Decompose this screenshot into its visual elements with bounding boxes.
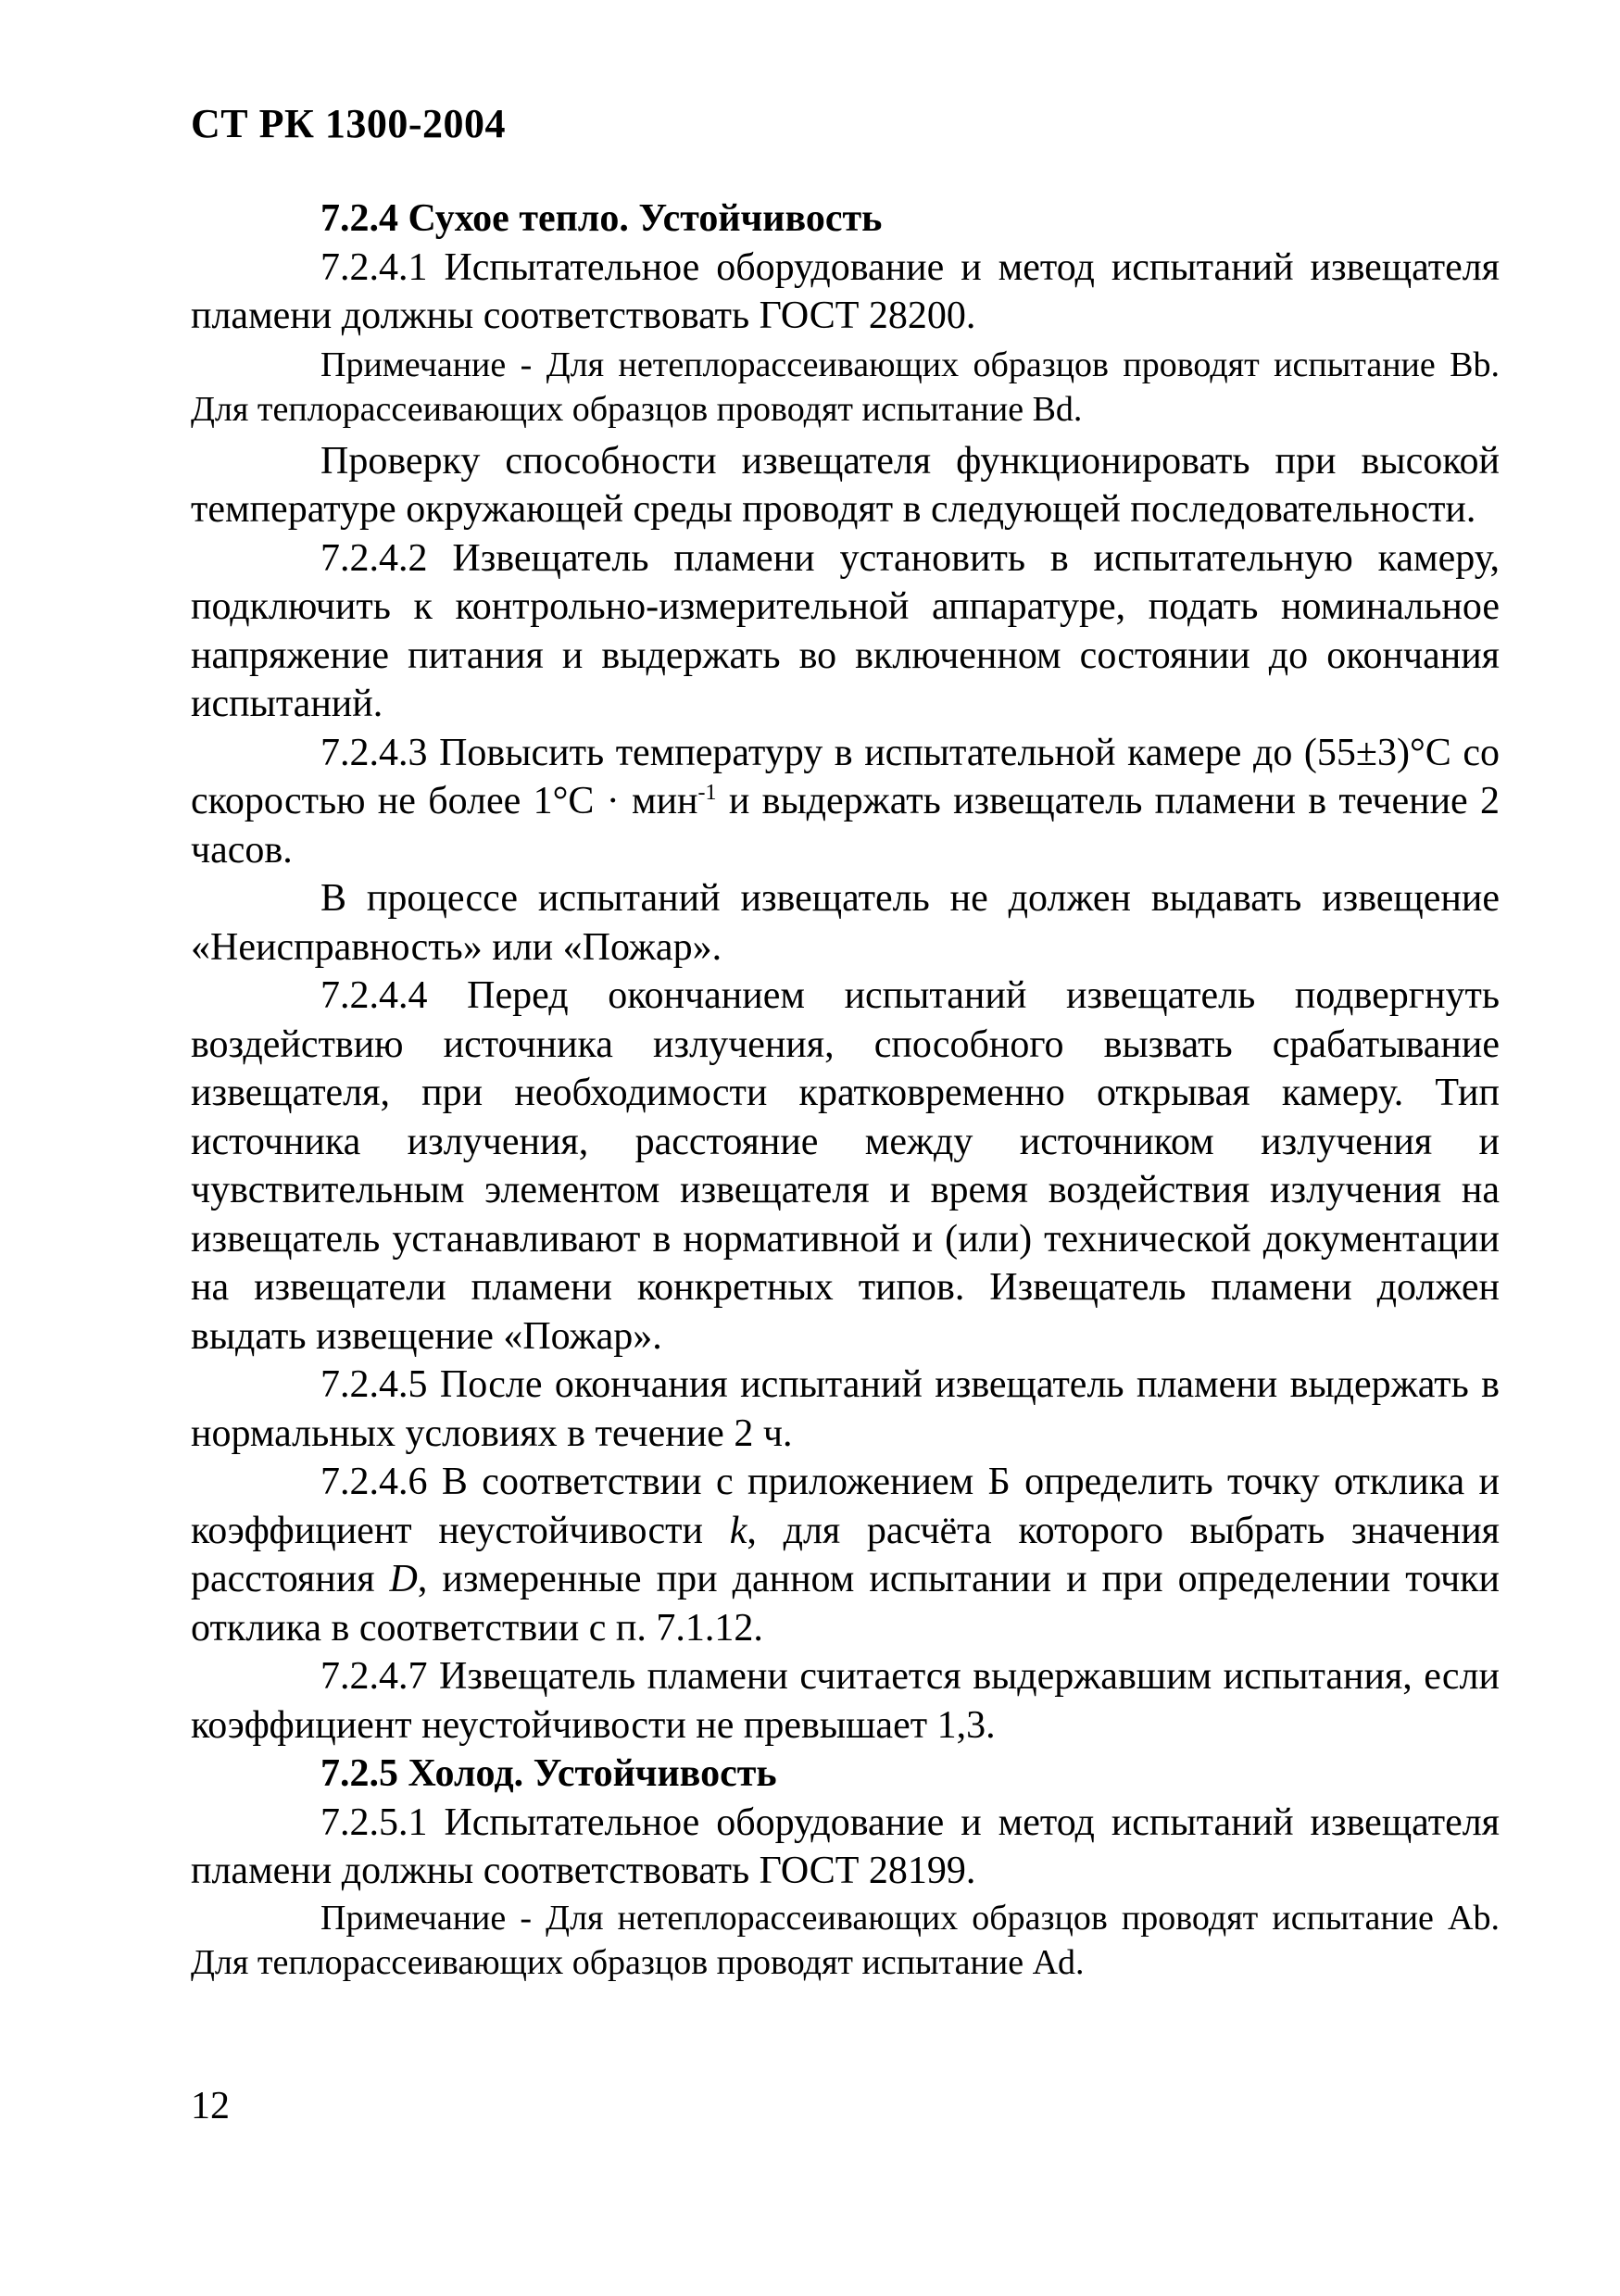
section-7-2-4-heading: 7.2.4 Сухое тепло. Устойчивость	[320, 197, 883, 240]
paragraph-7-2-4-2: 7.2.4.2 Извещатель пламени установить в испытательную камеру, подключить к контрольно-измерительной аппаратуре, подать номинальное напряжение питания и выдержать во включенном состоянии до окончания испытаний.	[191, 536, 1500, 725]
variable-k: k	[729, 1509, 747, 1552]
paragraph-check-procedure: Проверку способности извещателя функционировать при высокой температуре окружающей среды проводят в следующей последовательности.	[191, 439, 1500, 531]
superscript-minus-one: -1	[697, 781, 717, 805]
paragraph-7-2-4-5: 7.2.4.5 После окончания испытаний извещатель пламени выдержать в нормальных условиях в течение 2 ч.	[191, 1363, 1500, 1455]
paragraph-7-2-4-7: 7.2.4.7 Извещатель пламени считается выдержавшим испытания, если коэффициент неустойчивости не превышает 1,3.	[191, 1655, 1500, 1747]
note-7-2-5: Примечание - Для нетеплорассеивающих образцов проводят испытание Ab. Для теплорассеивающих образцов проводят испытание Ad.	[191, 1898, 1500, 1982]
paragraph-7-2-4-6-text-c: , измеренные при данном испытании и при определении точки отклика в соответствии с п. 7.1.12.	[191, 1558, 1500, 1650]
note-7-2-4: Примечание - Для нетеплорассеивающих образцов проводят испытание Bb. Для теплорассеивающих образцов проводят испытание Bd.	[191, 345, 1500, 429]
paragraph-7-2-4-1: 7.2.4.1 Испытательное оборудование и метод испытаний извещателя пламени должны соответствовать ГОСТ 28200.	[191, 245, 1500, 337]
variable-d: D	[389, 1558, 418, 1600]
paragraph-7-2-4-3-text-a: 7.2.4.3 Повысить температуру в испытательной камере до (55±3)°С со скоростью не более 1°С · мин	[191, 731, 1500, 822]
document-body	[191, 194, 1500, 1985]
paragraph-7-2-4-6-text-b: , для расчёта которого выбрать значения расстояния	[191, 1509, 1500, 1600]
paragraph-test-process: В процессе испытаний извещатель не должен выдавать извещение «Неисправность» или «Пожар».	[191, 877, 1500, 969]
paragraph-7-2-4-3-text-b: и выдержать извещатель пламени в течение 2 часов.	[191, 780, 1500, 872]
paragraph-7-2-5-1: 7.2.5.1 Испытательное оборудование и метод испытаний извещателя пламени должны соответствовать ГОСТ 28199.	[191, 1800, 1500, 1892]
document-code-header: СТ РК 1300-2004	[191, 101, 507, 146]
page-number: 12	[191, 2085, 230, 2127]
paragraph-7-2-4-6	[191, 1458, 1500, 1652]
paragraph-7-2-4-6-text-a: 7.2.4.6 В соответствии с приложением Б определить точку отклика и коэффициент неустойчивости	[191, 1461, 1500, 1552]
section-7-2-5-heading: 7.2.5 Холод. Устойчивость	[320, 1752, 777, 1795]
paragraph-7-2-4-3	[191, 729, 1500, 875]
paragraph-7-2-4-4: 7.2.4.4 Перед окончанием испытаний извещатель подвергнуть воздействию источника излучения, способного вызвать срабатывание извещателя, при необходимости кратковременно открывая камеру. Тип источника излучения, расстояние между источником излучения и чувствительным элементом извещателя и время воздействия излучения на извещатель устанавливают в нормативной и (или) технической документации на извещатели пламени конкретных типов. Извещатель пламени должен выдать извещение «Пожар».	[191, 974, 1500, 1358]
